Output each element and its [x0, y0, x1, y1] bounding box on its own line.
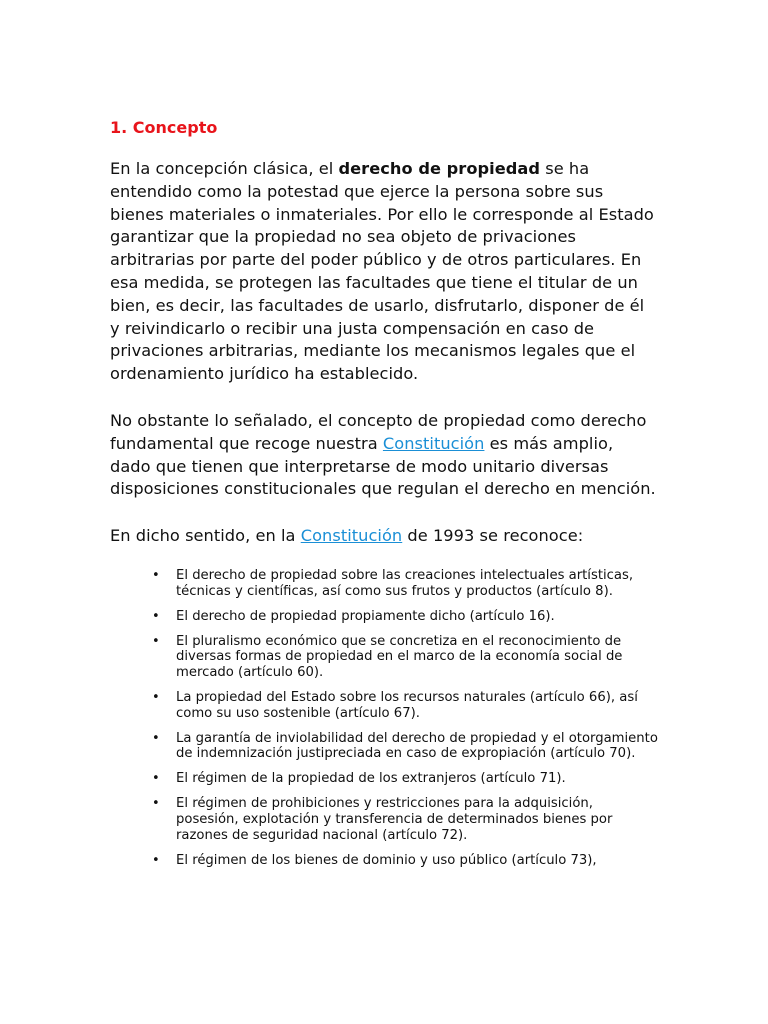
- bullet-icon: •: [152, 690, 160, 706]
- bullet-icon: •: [152, 796, 160, 812]
- list-item-text: El derecho de propiedad sobre las creaciones intelectuales artísticas, técnicas y científicas, así como sus frutos y productos (artículo 8).: [176, 567, 634, 599]
- bold-term: derecho de propiedad: [338, 159, 541, 178]
- list-item: [110, 731, 658, 762]
- document-page: [110, 117, 658, 878]
- list-item: [110, 634, 658, 681]
- constitucion-link-1[interactable]: Constitución: [382, 433, 485, 453]
- list-item-text: El pluralismo económico que se concretiza en el reconocimiento de diversas formas de propiedad en el marco de la economía social de mercado (artículo 60).: [176, 633, 623, 680]
- list-item: [110, 609, 658, 625]
- paragraph-fundamental-right-start: No obstante lo señalado, el concepto de propiedad como derecho fundamental que recoge nuestra: [110, 410, 647, 453]
- bullet-icon: •: [152, 852, 160, 868]
- list-item-text: El derecho de propiedad propiamente dicho (artículo 16).: [176, 608, 555, 624]
- paragraph-recognition-rest: de 1993 se reconoce:: [402, 526, 584, 546]
- rights-list: [110, 568, 658, 868]
- paragraph-concept-rest: se ha entendido como la potestad que ejerce la persona sobre sus bienes materiales o inmateriales. Por ello le corresponde al Estado garantizar que la propiedad no sea objeto de privaciones arbitrarias por parte del poder público y de otros particulares. En esa medida, se protegen las facultades que tiene el titular de un bien, es decir, las facultades de usarlo, disfrutarlo, disponer de él y reivindicarlo o recibir una justa compensación en caso de privaciones arbitrarias, mediante los mecanismos legales que el ordenamiento jurídico ha establecido.: [110, 159, 654, 384]
- list-item-text: El régimen de prohibiciones y restricciones para la adquisición, posesión, explotación y transferencia de determinados bienes por razones de seguridad nacional (artículo 72).: [176, 796, 613, 843]
- paragraph-fundamental-right-rest: es más amplio, dado que tienen que interpretarse de modo unitario diversas disposiciones constitucionales que regulan el derecho en mención.: [110, 433, 656, 499]
- section-heading: 1. Concepto: [110, 118, 218, 137]
- paragraph-concept-start: En la concepción clásica, el: [110, 159, 339, 178]
- list-item-text: El régimen de los bienes de dominio y uso público (artículo 73),: [176, 852, 597, 868]
- bullet-icon: •: [152, 633, 160, 649]
- list-item-text: La garantía de inviolabilidad del derecho de propiedad y el otorgamiento de indemnización justipreciada en caso de expropiación (artículo 70).: [176, 730, 658, 762]
- list-item-text: La propiedad del Estado sobre los recursos naturales (artículo 66), así como su uso sostenible (artículo 67).: [176, 690, 638, 721]
- list-item: [110, 853, 658, 869]
- paragraph-recognition: [110, 525, 658, 548]
- constitucion-link-2[interactable]: Constitución: [300, 526, 403, 546]
- paragraph-concept: [110, 158, 658, 386]
- paragraph-recognition-start: En dicho sentido, en la: [110, 526, 301, 546]
- list-item: [110, 568, 658, 599]
- list-item-text: El régimen de la propiedad de los extranjeros (artículo 71).: [176, 771, 566, 787]
- list-item: [110, 771, 658, 787]
- bullet-icon: •: [152, 608, 160, 624]
- bullet-icon: •: [152, 730, 160, 746]
- list-item: [110, 796, 658, 843]
- paragraph-fundamental-right: [110, 410, 658, 501]
- bullet-icon: •: [152, 771, 160, 787]
- bullet-icon: •: [152, 567, 160, 583]
- list-item: [110, 690, 658, 721]
